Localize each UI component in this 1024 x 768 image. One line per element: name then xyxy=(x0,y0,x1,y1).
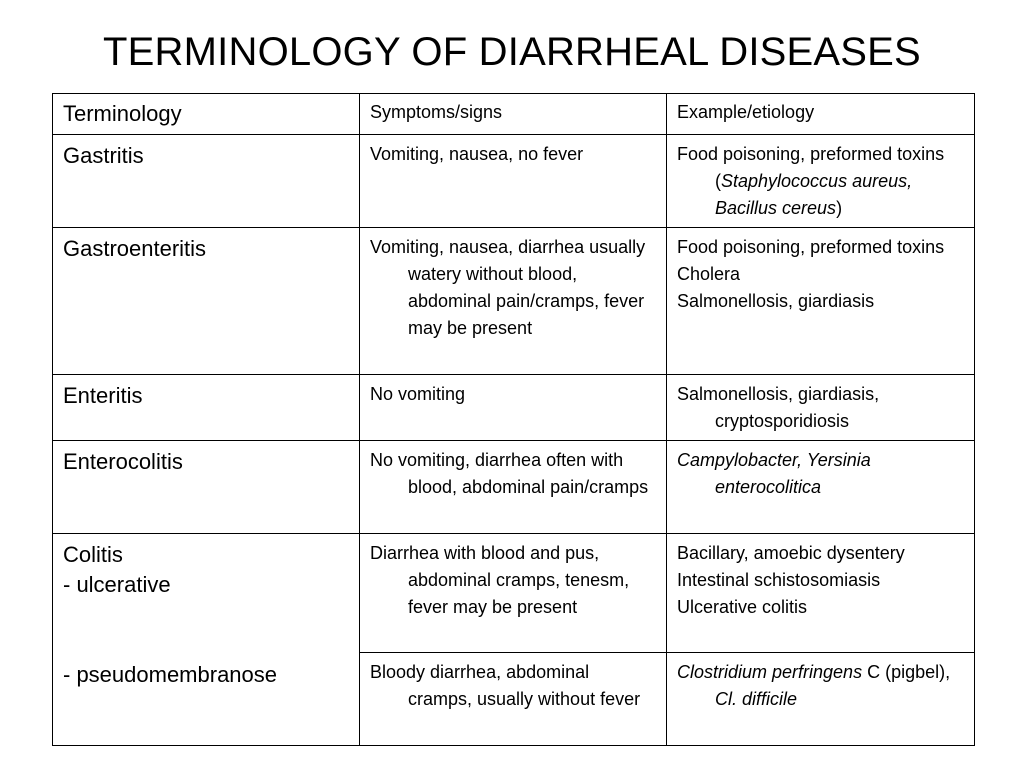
term-enterocolitis: Enterocolitis xyxy=(53,441,360,534)
table-row xyxy=(53,534,975,653)
symptoms-enterocolitis xyxy=(360,441,667,534)
example-line: Salmonellosis, giardiasis xyxy=(677,291,875,311)
symptoms-colitis-pseudomembranose xyxy=(360,653,667,746)
header-terminology: Terminology xyxy=(53,94,360,135)
page-title: TERMINOLOGY OF DIARRHEAL DISEASES xyxy=(103,30,921,74)
terminology-table xyxy=(52,93,975,746)
table-row xyxy=(53,375,975,441)
symptoms-text: Bloody diarrhea, abdominal cramps, usually without fever xyxy=(370,662,641,709)
symptoms-text: Vomiting, nausea, no fever xyxy=(370,144,584,164)
example-enterocolitis xyxy=(667,441,975,534)
symptoms-text: Diarrhea with blood and pus, abdominal cramps, tenesm, fever may be present xyxy=(370,543,630,617)
table-row xyxy=(53,441,975,534)
term-colitis xyxy=(53,534,360,746)
example-line: Campylobacter, Yersinia enterocolitica xyxy=(677,450,871,497)
symptoms-text: Vomiting, nausea, diarrhea usually watery without blood, abdominal pain/cramps, fever may be present xyxy=(370,237,646,338)
table-header-row xyxy=(53,94,975,135)
example-text: C (pigbel), xyxy=(862,662,951,682)
term-gastroenteritis: Gastroenteritis xyxy=(53,228,360,375)
table-row xyxy=(53,135,975,228)
example-line: Ulcerative colitis xyxy=(677,597,808,617)
symptoms-text: No vomiting, diarrhea often with blood, abdominal pain/cramps xyxy=(370,450,649,497)
example-line: Cholera xyxy=(677,264,741,284)
example-line: Salmonellosis, giardiasis, cryptosporidiosis xyxy=(677,384,880,431)
example-organism-2: Cl. difficile xyxy=(715,689,798,709)
term-colitis-pseudomembranose: - pseudomembranose xyxy=(63,662,278,687)
example-line: Intestinal schistosomiasis xyxy=(677,570,881,590)
term-colitis-ulcerative: - ulcerative xyxy=(63,572,171,597)
example-text: Food poisoning, preformed toxins ( xyxy=(677,144,945,191)
example-line: Bacillary, amoebic dysentery xyxy=(677,543,905,563)
table-row xyxy=(53,228,975,375)
term-enteritis: Enteritis xyxy=(53,375,360,441)
symptoms-enteritis xyxy=(360,375,667,441)
example-organism: Clostridium perfringens xyxy=(677,662,863,682)
symptoms-gastroenteritis xyxy=(360,228,667,375)
term-colitis-title: Colitis xyxy=(63,542,123,567)
example-organism: Staphylococcus aureus, Bacillus cereus xyxy=(715,171,913,218)
example-line: Food poisoning, preformed toxins xyxy=(677,237,945,257)
term-spacer xyxy=(63,600,351,660)
header-symptoms: Symptoms/signs xyxy=(360,94,667,135)
example-line xyxy=(677,659,966,713)
example-colitis-ulcerative xyxy=(667,534,975,653)
symptoms-gastritis xyxy=(360,135,667,228)
header-example: Example/etiology xyxy=(667,94,975,135)
example-enteritis xyxy=(667,375,975,441)
symptoms-colitis-ulcerative xyxy=(360,534,667,653)
example-colitis-pseudomembranose xyxy=(667,653,975,746)
example-gastritis xyxy=(667,135,975,228)
symptoms-text: No vomiting xyxy=(370,384,466,404)
example-line xyxy=(677,141,966,222)
example-text-end: ) xyxy=(836,198,843,218)
example-gastroenteritis xyxy=(667,228,975,375)
term-gastritis: Gastritis xyxy=(53,135,360,228)
